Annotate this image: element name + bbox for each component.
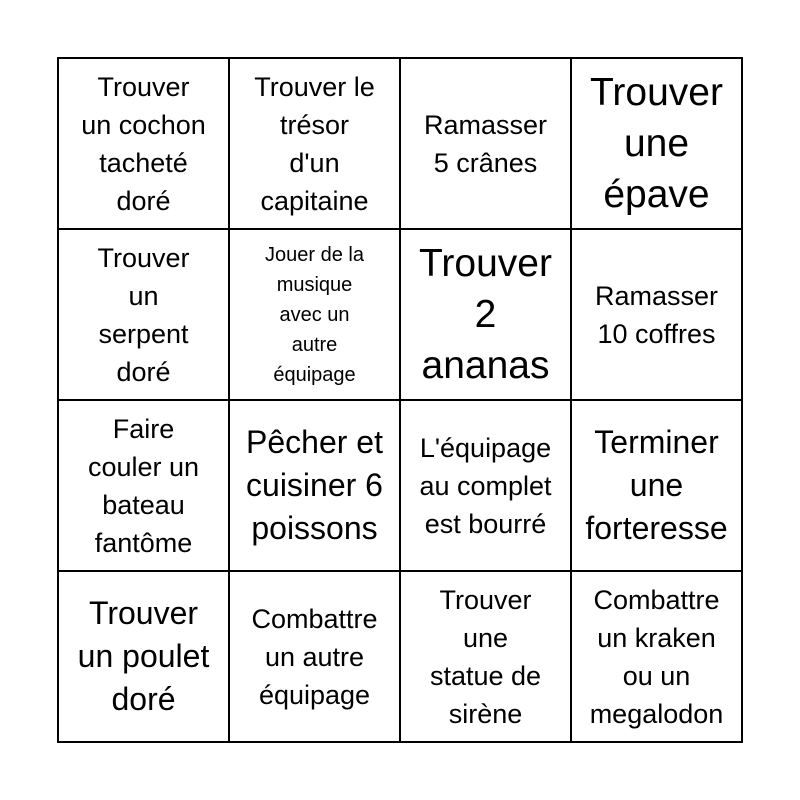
bingo-cell-text: Trouver un cochon tacheté doré (81, 71, 206, 216)
bingo-cell-text: Trouver le trésor d'un capitaine (254, 71, 375, 216)
bingo-cell-text: Trouver une statue de sirène (429, 584, 542, 729)
bingo-cell-r2c3[interactable] (400, 229, 571, 400)
bingo-cell-r4c1[interactable] (58, 571, 229, 742)
bingo-cell-r3c1[interactable] (58, 400, 229, 571)
bingo-cell-r4c2[interactable] (229, 571, 400, 742)
bingo-cell-text: Terminer une forteresse (585, 424, 728, 546)
bingo-cell-text: Pêcher et cuisiner 6 poissons (246, 424, 383, 546)
bingo-cell-text: Faire couler un bateau fantôme (87, 413, 200, 558)
bingo-cell-text: L'équipage au complet est bourré (419, 432, 552, 539)
bingo-cell-text: Combattre un kraken ou un megalodon (589, 584, 724, 729)
bingo-cell-r3c3[interactable] (400, 400, 571, 571)
bingo-cell-r2c1[interactable] (58, 229, 229, 400)
bingo-cell-text: Combattre un autre équipage (251, 603, 378, 710)
bingo-cell-text: Ramasser 10 coffres (594, 280, 719, 349)
bingo-cell-text: Trouver une épave (590, 71, 723, 216)
bingo-cell-r4c4[interactable] (571, 571, 742, 742)
bingo-cell-r4c3[interactable] (400, 571, 571, 742)
bingo-cell-r1c1[interactable] (58, 58, 229, 229)
bingo-cell-r1c3[interactable] (400, 58, 571, 229)
bingo-cell-r3c4[interactable] (571, 400, 742, 571)
bingo-cell-text: Jouer de la musique avec un autre équipage (265, 243, 364, 386)
bingo-board (57, 57, 743, 743)
bingo-cell-text: Trouver un poulet doré (77, 595, 210, 717)
bingo-cell-r2c4[interactable] (571, 229, 742, 400)
bingo-cell-r2c2[interactable] (229, 229, 400, 400)
bingo-cell-r1c4[interactable] (571, 58, 742, 229)
bingo-cell-text: Ramasser 5 crânes (423, 109, 548, 178)
bingo-cell-r3c2[interactable] (229, 400, 400, 571)
bingo-cell-text: Trouver un serpent doré (97, 242, 190, 387)
bingo-cell-r1c2[interactable] (229, 58, 400, 229)
bingo-cell-text: Trouver 2 ananas (419, 242, 552, 387)
